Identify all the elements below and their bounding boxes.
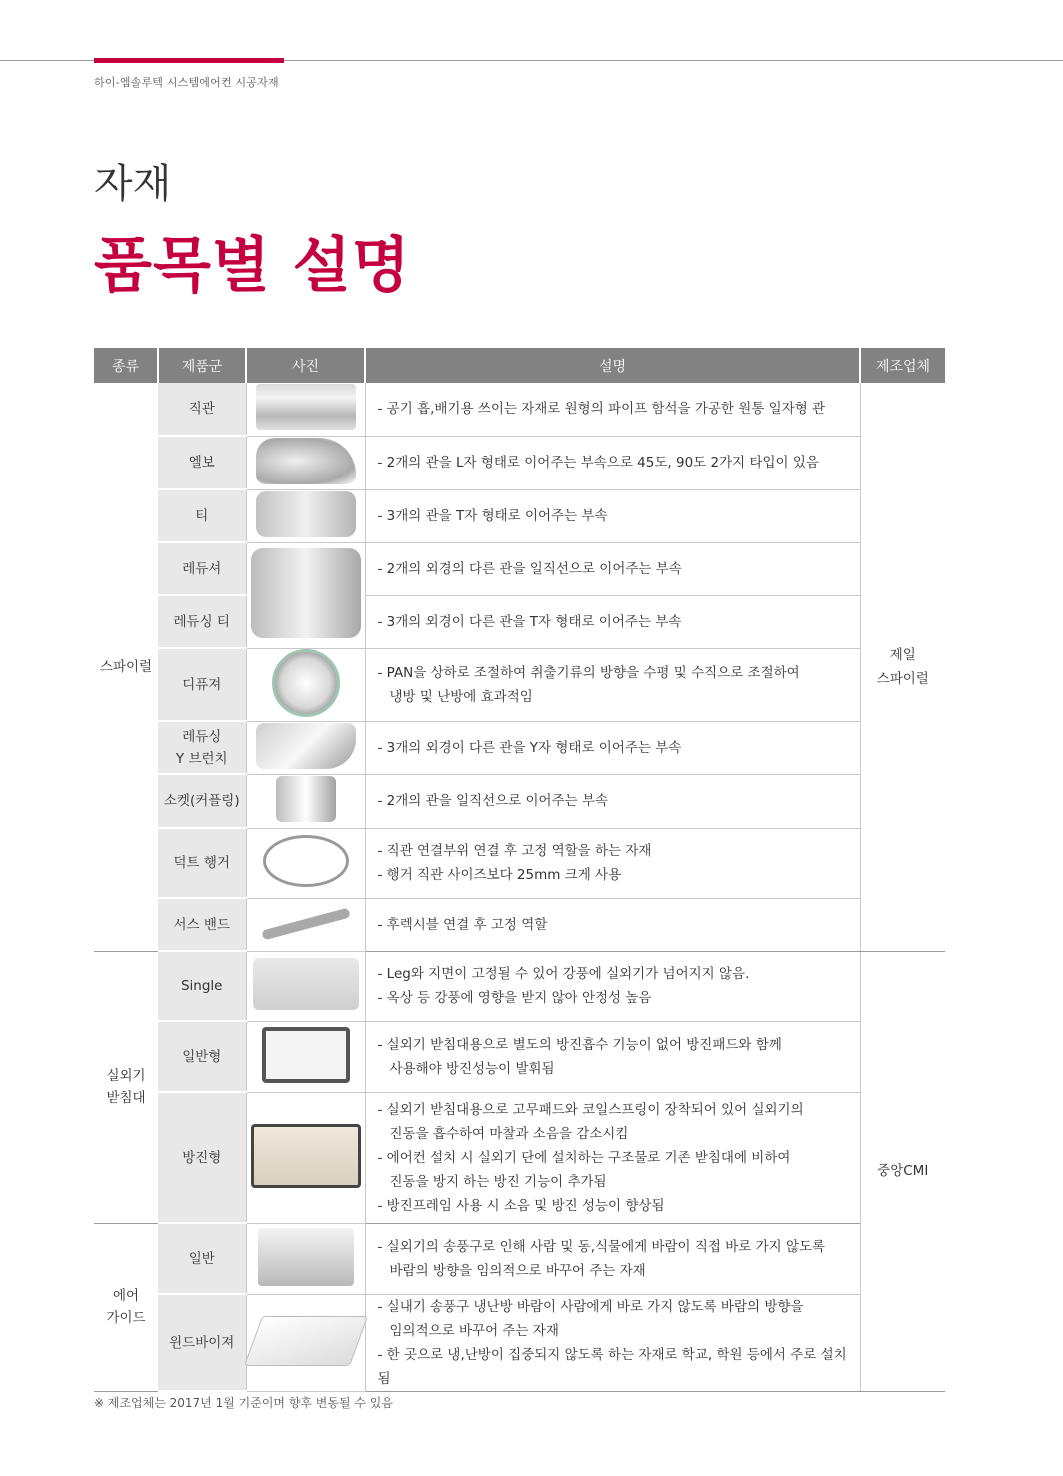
description-cell bbox=[365, 383, 860, 436]
group-cell: 방진형 bbox=[158, 1092, 246, 1223]
table-row bbox=[94, 1294, 945, 1391]
description-line: - PAN을 상하로 조절하여 취출기류의 방향을 수평 및 수직으로 조절하여 bbox=[377, 664, 800, 681]
table-row bbox=[94, 489, 945, 542]
group-cell: 소켓(커플링) bbox=[158, 774, 246, 828]
group-line: Y 브런치 bbox=[175, 750, 228, 767]
description-cell bbox=[365, 1294, 860, 1391]
product-table bbox=[94, 348, 945, 1392]
photo-cell bbox=[246, 1092, 365, 1223]
reducer-photo bbox=[251, 548, 361, 638]
description-cell bbox=[365, 1092, 860, 1223]
description-line: - Leg와 지면이 고정될 수 있어 강풍에 실외기가 넘어지지 않음. bbox=[377, 966, 750, 982]
photo-cell bbox=[246, 721, 365, 774]
group-cell: 윈드바이져 bbox=[158, 1294, 246, 1391]
description-line: - 옥상 등 강풍에 영향을 받지 않아 안정성 높음 bbox=[377, 990, 652, 1006]
description-cell bbox=[365, 489, 860, 542]
photo-cell bbox=[246, 436, 365, 489]
description-line: - 2개의 관을 L자 형태로 이어주는 부속으로 45도, 90도 2가지 타입이 있음 bbox=[377, 454, 819, 471]
sus-band-photo bbox=[261, 907, 351, 940]
column-header-maker: 제조업체 bbox=[860, 348, 945, 383]
description-line: - 후렉시블 연결 후 고정 역할 bbox=[377, 916, 548, 933]
category-line: 실외기 bbox=[106, 1068, 146, 1084]
socket-photo bbox=[276, 776, 336, 822]
description-cell bbox=[365, 1021, 860, 1092]
table-row bbox=[94, 383, 945, 436]
group-line: 레듀싱 bbox=[182, 728, 222, 745]
table-row bbox=[94, 828, 945, 898]
group-cell: 엘보 bbox=[158, 436, 246, 489]
table-row bbox=[94, 774, 945, 828]
top-accent-bar bbox=[94, 58, 284, 63]
description-cell bbox=[365, 774, 860, 828]
table-row bbox=[94, 648, 945, 721]
description-line: 냉방 및 난방에 효과적임 bbox=[389, 688, 533, 705]
tee-photo bbox=[256, 491, 356, 537]
table-row bbox=[94, 721, 945, 774]
photo-cell bbox=[246, 1021, 365, 1092]
page-subtitle: 자재 bbox=[94, 161, 172, 207]
column-header-group: 제품군 bbox=[158, 348, 246, 383]
group-cell: Single bbox=[158, 951, 246, 1021]
description-line: - 실외기 받침대용으로 고무패드와 코일스프링이 장착되어 있어 실외기의 bbox=[377, 1101, 804, 1118]
description-line: - 실외기의 송풍구로 인해 사람 및 동,식물에게 바람이 직접 바로 가지 않도록 bbox=[377, 1238, 826, 1255]
description-cell bbox=[365, 1223, 860, 1294]
description-cell bbox=[365, 595, 860, 648]
photo-cell bbox=[246, 951, 365, 1021]
elbow-photo bbox=[256, 438, 356, 484]
maker-spiral bbox=[860, 383, 945, 951]
photo-cell bbox=[246, 1294, 365, 1391]
description-cell bbox=[365, 542, 860, 595]
diffuser-photo bbox=[272, 649, 340, 717]
description-line: - 3개의 관을 T자 형태로 이어주는 부속 bbox=[377, 507, 608, 524]
group-cell: 서스 밴드 bbox=[158, 898, 246, 951]
duct-hanger-photo bbox=[263, 835, 349, 887]
group-cell: 일반 bbox=[158, 1223, 246, 1294]
group-cell: 레듀셔 bbox=[158, 542, 246, 595]
maker-line: 제일 bbox=[889, 646, 916, 663]
group-cell: 덕트 행거 bbox=[158, 828, 246, 898]
group-cell bbox=[158, 721, 246, 774]
description-line: - 3개의 외경이 다른 관을 T자 형태로 이어주는 부속 bbox=[377, 613, 682, 630]
photo-cell bbox=[246, 489, 365, 542]
footnote: ※ 제조업체는 2017년 1월 기준이며 향후 변동될 수 있음 bbox=[94, 1396, 393, 1410]
description-line: - 2개의 외경의 다른 관을 일직선으로 이어주는 부속 bbox=[377, 560, 682, 577]
description-line: - 3개의 외경이 다른 관을 Y자 형태로 이어주는 부속 bbox=[377, 739, 682, 756]
table-row bbox=[94, 1021, 945, 1092]
group-cell: 티 bbox=[158, 489, 246, 542]
general-stand-photo bbox=[262, 1027, 350, 1083]
table-row bbox=[94, 951, 945, 1021]
maker-line: 스파이럴 bbox=[876, 670, 929, 687]
table-row bbox=[94, 542, 945, 595]
column-header-photo: 사진 bbox=[246, 348, 365, 383]
category-line: 가이드 bbox=[106, 1310, 146, 1326]
description-line: - 방진프레임 사용 시 소음 및 방진 성능이 향상됨 bbox=[377, 1197, 665, 1214]
table-row bbox=[94, 1223, 945, 1294]
column-header-type: 종류 bbox=[94, 348, 158, 383]
photo-cell bbox=[246, 648, 365, 721]
wind-visor-photo bbox=[243, 1316, 367, 1366]
description-cell bbox=[365, 898, 860, 951]
description-line: 진동을 방지 하는 방진 기능이 추가됨 bbox=[389, 1173, 607, 1190]
table-row bbox=[94, 595, 945, 648]
category-spiral: 스파이럴 bbox=[94, 383, 158, 951]
table-row bbox=[94, 1092, 945, 1223]
table-row bbox=[94, 898, 945, 951]
description-line: - 실내기 송풍구 냉난방 바람이 사람에게 바로 가지 않도록 바람의 방향을 bbox=[377, 1298, 804, 1315]
description-cell bbox=[365, 951, 860, 1021]
straight-pipe-photo bbox=[256, 384, 356, 430]
group-cell: 직관 bbox=[158, 383, 246, 436]
single-stand-photo bbox=[253, 958, 359, 1010]
description-line: - 공기 흡,배기용 쓰이는 자재로 원형의 파이프 함석을 가공한 원통 일자형 관 bbox=[377, 401, 826, 418]
page-title: 품목별 설명 bbox=[94, 231, 411, 301]
column-header-description: 설명 bbox=[365, 348, 860, 383]
description-line: 진동을 흡수하여 마찰과 소음을 감소시킴 bbox=[389, 1125, 629, 1142]
description-line: 사용해야 방진성능이 발휘됨 bbox=[389, 1060, 555, 1077]
photo-cell bbox=[246, 774, 365, 828]
photo-cell bbox=[246, 828, 365, 898]
anti-vibration-stand-photo bbox=[251, 1124, 361, 1188]
description-cell bbox=[365, 648, 860, 721]
description-line: - 직관 연결부위 연결 후 고정 역할을 하는 자재 bbox=[377, 843, 652, 859]
description-line: - 실외기 받침대용으로 별도의 방진흡수 기능이 없어 방진패드와 함께 bbox=[377, 1036, 782, 1053]
description-line: 임의적으로 바꾸어 주는 자재 bbox=[389, 1322, 559, 1339]
category-line: 받침대 bbox=[106, 1090, 146, 1106]
description-line: - 2개의 관을 일직선으로 이어주는 부속 bbox=[377, 793, 609, 809]
category-line: 에어 bbox=[112, 1288, 140, 1304]
description-line: - 행거 직관 사이즈보다 25mm 크게 사용 bbox=[377, 867, 622, 883]
description-cell bbox=[365, 721, 860, 774]
description-line: 바람의 방향을 임의적으로 바꾸어 주는 자재 bbox=[389, 1262, 646, 1279]
y-branch-photo bbox=[256, 723, 356, 769]
photo-cell bbox=[246, 542, 365, 648]
header-text: 하이-엠솔루텍 시스템에어컨 시공자재 bbox=[94, 76, 279, 89]
group-cell: 디퓨져 bbox=[158, 648, 246, 721]
description-line: - 한 곳으로 냉,난방이 집중되지 않도록 하는 자재로 학교, 학원 등에서 주로 설치됨 bbox=[377, 1346, 847, 1387]
photo-cell bbox=[246, 383, 365, 436]
air-guide-photo bbox=[258, 1228, 354, 1286]
table-header-row bbox=[94, 348, 945, 383]
description-cell bbox=[365, 436, 860, 489]
table-row bbox=[94, 436, 945, 489]
group-cell: 일반형 bbox=[158, 1021, 246, 1092]
category-air-guide bbox=[94, 1223, 158, 1391]
category-outdoor-stand bbox=[94, 951, 158, 1223]
group-cell: 레듀싱 티 bbox=[158, 595, 246, 648]
description-line: - 에어컨 설치 시 실외기 단에 설치하는 구조물로 기존 받침대에 비하여 bbox=[377, 1149, 791, 1166]
description-cell bbox=[365, 828, 860, 898]
photo-cell bbox=[246, 1223, 365, 1294]
maker-cmi: 중앙CMI bbox=[860, 951, 945, 1391]
photo-cell bbox=[246, 898, 365, 951]
